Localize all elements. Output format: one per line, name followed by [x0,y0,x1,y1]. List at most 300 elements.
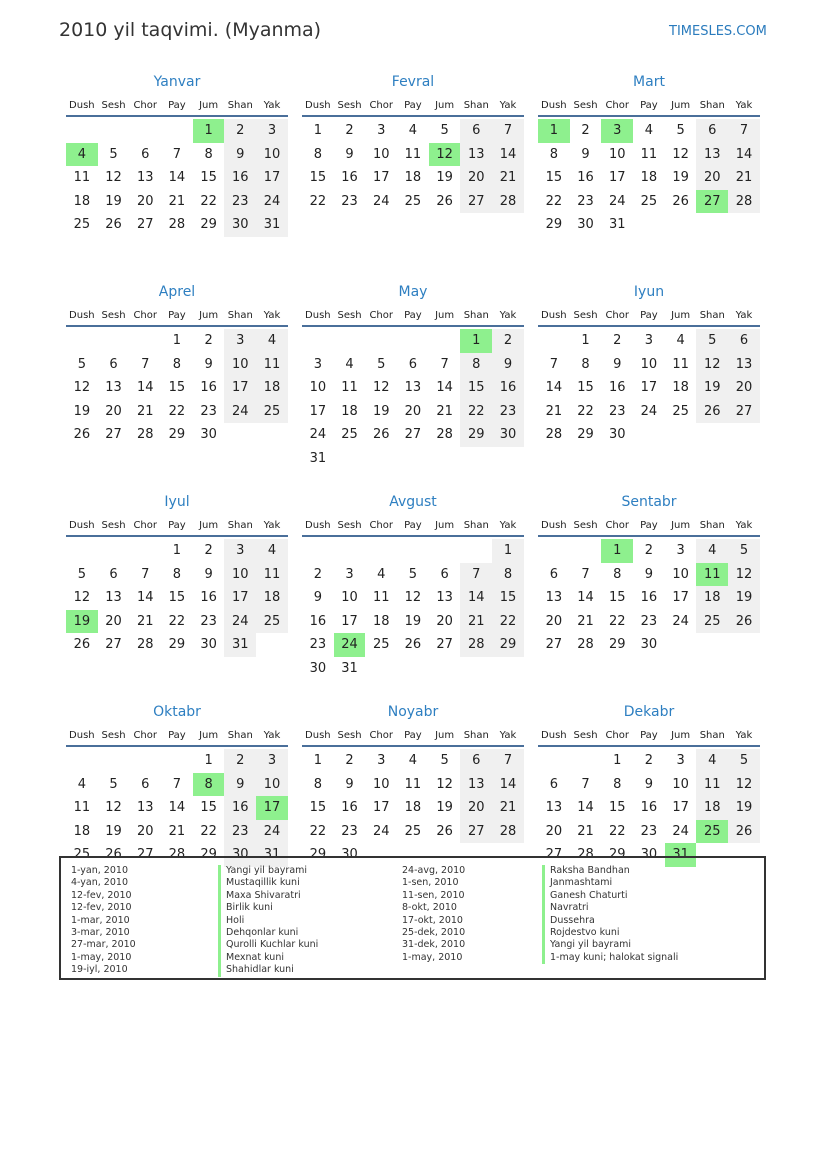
day-cell: 8 [172,356,182,372]
day-cell: 14 [168,170,186,185]
empty-cell [66,539,98,563]
weekday-label: Dush [305,520,331,531]
day-cell: 10 [256,143,288,167]
legend-date: 1-may, 2010 [71,951,132,963]
day-cell: 22 [200,193,217,209]
weekday-label: Sesh [101,100,126,111]
weekday-label: Dush [69,100,95,111]
day-cell: 19 [436,800,453,815]
month-calendar [538,493,760,703]
days-grid [66,749,288,867]
legend-date: 1-may, 2010 [402,951,463,963]
day-cell: 4 [676,333,685,348]
weekday-label: Sesh [337,100,362,111]
day-cell: 10 [224,563,256,587]
day-cell: 1 [492,539,524,563]
weekday-label: Pay [168,520,186,531]
weekday-label: Chor [133,520,157,531]
day-cell: 15 [168,380,186,395]
day-cell: 20 [105,403,122,419]
day-cell: 2 [345,753,354,768]
empty-cell [460,539,492,563]
day-cell: 4 [377,566,386,582]
day-cell: 5 [77,566,86,582]
day-cell: 10 [372,146,390,162]
day-cell: 3 [676,753,685,768]
day-cell: 17 [341,613,358,629]
day-cell: 22 [460,400,492,424]
legend-holiday-name: Mustaqillik kuni [218,877,318,889]
weekday-label: Sesh [573,520,598,531]
weekday-label: Pay [168,100,186,111]
holiday-day-cell: 25 [696,820,728,844]
day-cell: 21 [168,823,186,839]
day-cell: 22 [608,823,626,839]
days-grid [538,119,760,237]
legend-holiday-name: Rojdestvo kuni [542,927,678,939]
day-cell: 30 [640,847,658,862]
day-cell: 4 [696,539,728,563]
day-cell: 29 [492,633,524,657]
day-cell: 16 [640,590,658,605]
weekday-label: Yak [735,100,753,111]
day-cell: 18 [672,380,689,395]
weekday-label: Pay [168,730,186,741]
weekday-label: Pay [404,520,422,531]
day-cell: 26 [672,193,689,209]
day-cell: 11 [372,590,390,605]
day-cell: 27 [460,820,492,844]
day-cell: 12 [105,800,122,815]
day-cell: 24 [608,193,626,209]
legend-date: 25-dek, 2010 [402,927,466,939]
day-cell: 20 [460,166,492,190]
month-name: Iyul [164,494,190,510]
day-cell: 29 [460,423,492,447]
legend-holiday-name: Dussehra [542,915,678,927]
legend-names-column-2 [542,865,678,964]
day-cell: 26 [728,820,760,844]
weekday-label: Yak [263,100,281,111]
day-cell: 17 [256,166,288,190]
month-name: Aprel [158,284,196,300]
day-cell: 7 [440,356,449,372]
legend-holiday-name: Birlik kuni [218,902,318,914]
day-cell: 1 [313,753,322,768]
day-cell: 24 [640,403,658,419]
day-cell: 15 [168,590,186,605]
day-cell: 3 [644,333,654,348]
day-cell: 11 [404,146,422,162]
day-cell: 28 [136,637,154,652]
day-cell: 24 [672,613,689,629]
legend-holiday-name: Mexnat kuni [218,952,318,964]
legend-date: 1-mar, 2010 [71,914,130,926]
day-cell: 19 [728,586,760,610]
day-cell: 18 [404,170,422,185]
empty-cell [129,749,161,773]
weekday-label: Sesh [101,520,126,531]
calendar-grid [66,73,760,913]
day-cell: 31 [341,660,358,676]
weekday-header [302,307,524,327]
site-brand-link[interactable]: TIMESLES.COM [669,24,767,39]
day-cell: 18 [640,170,658,185]
holiday-day-cell: 12 [429,143,461,167]
empty-cell [161,749,193,773]
day-cell: 9 [644,566,654,582]
weekday-label: Dush [541,100,567,111]
weekday-label: Jum [671,100,691,111]
day-cell: 26 [728,610,760,634]
day-cell: 23 [309,637,327,652]
day-cell: 5 [109,776,118,792]
day-cell: 11 [256,563,288,587]
weekday-label: Sesh [101,730,126,741]
legend-date: 17-okt, 2010 [402,914,463,926]
day-cell: 20 [404,403,422,419]
day-cell: 8 [492,563,524,587]
empty-cell [161,119,193,143]
day-cell: 12 [73,380,91,395]
day-cell: 20 [728,376,760,400]
day-cell: 8 [204,146,213,162]
day-cell: 19 [372,403,390,419]
day-cell: 7 [172,146,182,162]
weekday-label: Shan [463,730,489,741]
month-calendar [302,283,524,493]
day-cell: 4 [408,123,418,138]
day-cell: 5 [77,356,86,372]
day-cell: 20 [545,613,563,629]
day-cell: 20 [136,823,154,839]
day-cell: 12 [105,170,122,185]
day-cell: 3 [224,329,256,353]
day-cell: 7 [172,776,182,792]
weekday-label: Yak [263,310,281,321]
day-cell: 5 [377,356,386,372]
day-cell: 12 [372,380,390,395]
day-cell: 18 [696,796,728,820]
month-name: May [398,284,428,300]
day-cell: 13 [460,773,492,797]
month-calendar [302,493,524,703]
weekday-label: Jum [199,310,219,321]
day-cell: 29 [200,217,217,232]
day-cell: 29 [577,427,594,442]
day-cell: 18 [256,586,288,610]
day-cell: 28 [492,820,524,844]
day-cell: 14 [492,773,524,797]
day-cell: 12 [73,590,91,605]
day-cell: 3 [377,123,386,138]
day-cell: 23 [608,403,626,419]
day-cell: 31 [608,217,626,232]
day-cell: 11 [672,356,689,372]
day-cell: 14 [577,800,594,815]
day-cell: 17 [640,380,658,395]
day-cell: 9 [313,590,322,605]
month-name: Fevral [391,74,435,90]
day-cell: 25 [404,193,422,209]
day-cell: 13 [436,590,453,605]
day-cell: 4 [345,356,354,372]
day-cell: 16 [200,590,217,605]
day-cell: 13 [136,170,154,185]
day-cell: 6 [109,566,118,582]
day-cell: 10 [341,590,358,605]
empty-cell [66,749,98,773]
day-cell: 12 [436,776,453,792]
empty-cell [334,539,366,563]
day-cell: 30 [224,213,256,237]
day-cell: 26 [404,637,422,652]
day-cell: 18 [256,376,288,400]
day-cell: 16 [608,380,626,395]
day-cell: 7 [581,776,590,792]
holiday-day-cell: 19 [66,610,98,634]
day-cell: 3 [224,539,256,563]
weekday-label: Chor [605,730,629,741]
legend-holiday-name: Ganesh Chaturti [542,890,678,902]
day-cell: 16 [341,170,358,185]
holiday-day-cell: 27 [696,190,728,214]
day-cell: 21 [136,613,154,629]
day-cell: 21 [168,193,186,209]
day-cell: 8 [613,776,622,792]
days-grid [538,329,760,447]
day-cell: 28 [492,190,524,214]
weekday-label: Pay [404,310,422,321]
day-cell: 9 [345,146,354,162]
day-cell: 6 [141,146,150,162]
holiday-legend [59,856,766,980]
day-cell: 15 [200,800,217,815]
day-cell: 27 [136,217,154,232]
days-grid [66,539,288,657]
day-cell: 19 [672,170,689,185]
day-cell: 28 [168,217,186,232]
day-cell: 6 [549,776,558,792]
day-cell: 12 [672,146,689,162]
days-grid [302,749,524,867]
weekday-label: Jum [671,730,691,741]
day-cell: 26 [436,193,453,209]
legend-date: 12-fev, 2010 [71,889,132,901]
legend-holiday-name: Dehqonlar kuni [218,927,318,939]
weekday-label: Chor [369,100,393,111]
day-cell: 31 [224,633,256,657]
day-cell: 24 [256,190,288,214]
weekday-label: Shan [227,730,253,741]
day-cell: 1 [581,333,590,348]
weekday-label: Dush [69,520,95,531]
day-cell: 20 [696,166,728,190]
day-cell: 11 [696,773,728,797]
day-cell: 13 [696,143,728,167]
day-cell: 17 [672,800,689,815]
day-cell: 8 [313,776,322,792]
day-cell: 7 [492,749,524,773]
day-cell: 3 [676,543,685,558]
day-cell: 4 [256,329,288,353]
weekday-label: Shan [463,520,489,531]
holiday-day-cell: 11 [696,563,728,587]
day-cell: 22 [168,613,186,629]
day-cell: 9 [204,566,213,582]
day-cell: 5 [676,123,685,138]
day-cell: 10 [672,776,689,792]
days-grid [302,119,524,213]
day-cell: 7 [549,356,558,372]
day-cell: 16 [309,613,327,629]
legend-date: 27-mar, 2010 [71,939,136,951]
day-cell: 15 [608,590,626,605]
day-cell: 2 [644,543,654,558]
day-cell: 6 [728,329,760,353]
day-cell: 13 [105,380,122,395]
month-name: Noyabr [387,704,439,720]
day-cell: 17 [224,586,256,610]
day-cell: 21 [577,613,594,629]
day-cell: 12 [404,590,422,605]
day-cell: 5 [440,123,449,138]
month-calendar [66,493,288,703]
day-cell: 20 [545,823,563,839]
day-cell: 23 [341,823,358,839]
legend-date: 3-mar, 2010 [71,927,130,939]
weekday-label: Chor [369,310,393,321]
day-cell: 5 [728,749,760,773]
day-cell: 30 [341,847,358,862]
weekday-label: Dush [305,730,331,741]
day-cell: 28 [136,427,154,442]
day-cell: 2 [224,119,256,143]
day-cell: 24 [256,820,288,844]
weekday-header [66,307,288,327]
day-cell: 24 [224,400,256,424]
days-grid [302,539,524,680]
empty-cell [570,749,602,773]
weekday-label: Sesh [573,100,598,111]
day-cell: 10 [224,353,256,377]
weekday-label: Sesh [337,730,362,741]
day-cell: 24 [309,427,327,442]
weekday-label: Chor [369,730,393,741]
day-cell: 25 [256,400,288,424]
day-cell: 21 [460,610,492,634]
holiday-day-cell: 4 [66,143,98,167]
day-cell: 15 [608,800,626,815]
weekday-header [302,97,524,117]
day-cell: 11 [341,380,358,395]
empty-cell [66,119,98,143]
weekday-label: Chor [133,310,157,321]
day-cell: 14 [436,380,453,395]
weekday-label: Jum [435,100,455,111]
day-cell: 18 [341,403,358,419]
day-cell: 29 [545,217,563,232]
day-cell: 14 [545,380,563,395]
weekday-label: Pay [640,520,658,531]
weekday-label: Jum [435,310,455,321]
day-cell: 15 [492,586,524,610]
holiday-day-cell: 1 [193,119,225,143]
weekday-header [66,517,288,537]
day-cell: 10 [640,356,658,372]
weekday-label: Yak [499,100,517,111]
day-cell: 23 [224,190,256,214]
day-cell: 16 [224,796,256,820]
empty-cell [365,329,397,353]
day-cell: 23 [224,820,256,844]
day-cell: 30 [577,217,594,232]
day-cell: 12 [728,563,760,587]
day-cell: 22 [545,193,563,209]
legend-dates-column-2 [402,865,465,964]
day-cell: 4 [696,749,728,773]
day-cell: 5 [696,329,728,353]
empty-cell [98,539,130,563]
weekday-label: Pay [404,730,422,741]
day-cell: 7 [581,566,590,582]
weekday-label: Chor [133,100,157,111]
day-cell: 30 [640,637,658,652]
day-cell: 1 [172,543,182,558]
weekday-header [538,727,760,747]
day-cell: 21 [136,403,154,419]
day-cell: 6 [440,566,449,582]
month-name: Oktabr [153,704,201,720]
day-cell: 25 [256,610,288,634]
day-cell: 28 [168,847,186,862]
legend-date: 19-iyl, 2010 [71,964,128,976]
day-cell: 17 [309,403,327,419]
day-cell: 2 [345,123,354,138]
day-cell: 10 [672,566,689,582]
holiday-day-cell: 1 [538,119,570,143]
legend-holiday-name: Raksha Bandhan [542,865,678,877]
day-cell: 18 [696,586,728,610]
weekday-label: Jum [671,520,691,531]
weekday-label: Sesh [573,310,598,321]
day-cell: 28 [545,427,563,442]
day-cell: 30 [608,427,626,442]
legend-holiday-name: Yangi yil bayrami [218,865,318,877]
day-cell: 10 [608,146,626,162]
weekday-label: Dush [541,520,567,531]
day-cell: 30 [492,423,524,447]
day-cell: 21 [728,166,760,190]
day-cell: 15 [545,170,563,185]
empty-cell [129,539,161,563]
month-name: Avgust [389,494,437,510]
weekday-label: Shan [699,730,725,741]
legend-date: 4-yan, 2010 [71,877,128,889]
month-calendar [538,73,760,283]
weekday-label: Shan [227,310,253,321]
day-cell: 3 [377,753,386,768]
legend-holiday-name: Shahidlar kuni [218,964,318,976]
weekday-header [302,517,524,537]
day-cell: 3 [345,566,354,582]
weekday-label: Shan [699,520,725,531]
day-cell: 8 [549,146,558,162]
empty-cell [538,539,570,563]
day-cell: 14 [460,586,492,610]
day-cell: 15 [200,170,217,185]
weekday-label: Chor [133,730,157,741]
